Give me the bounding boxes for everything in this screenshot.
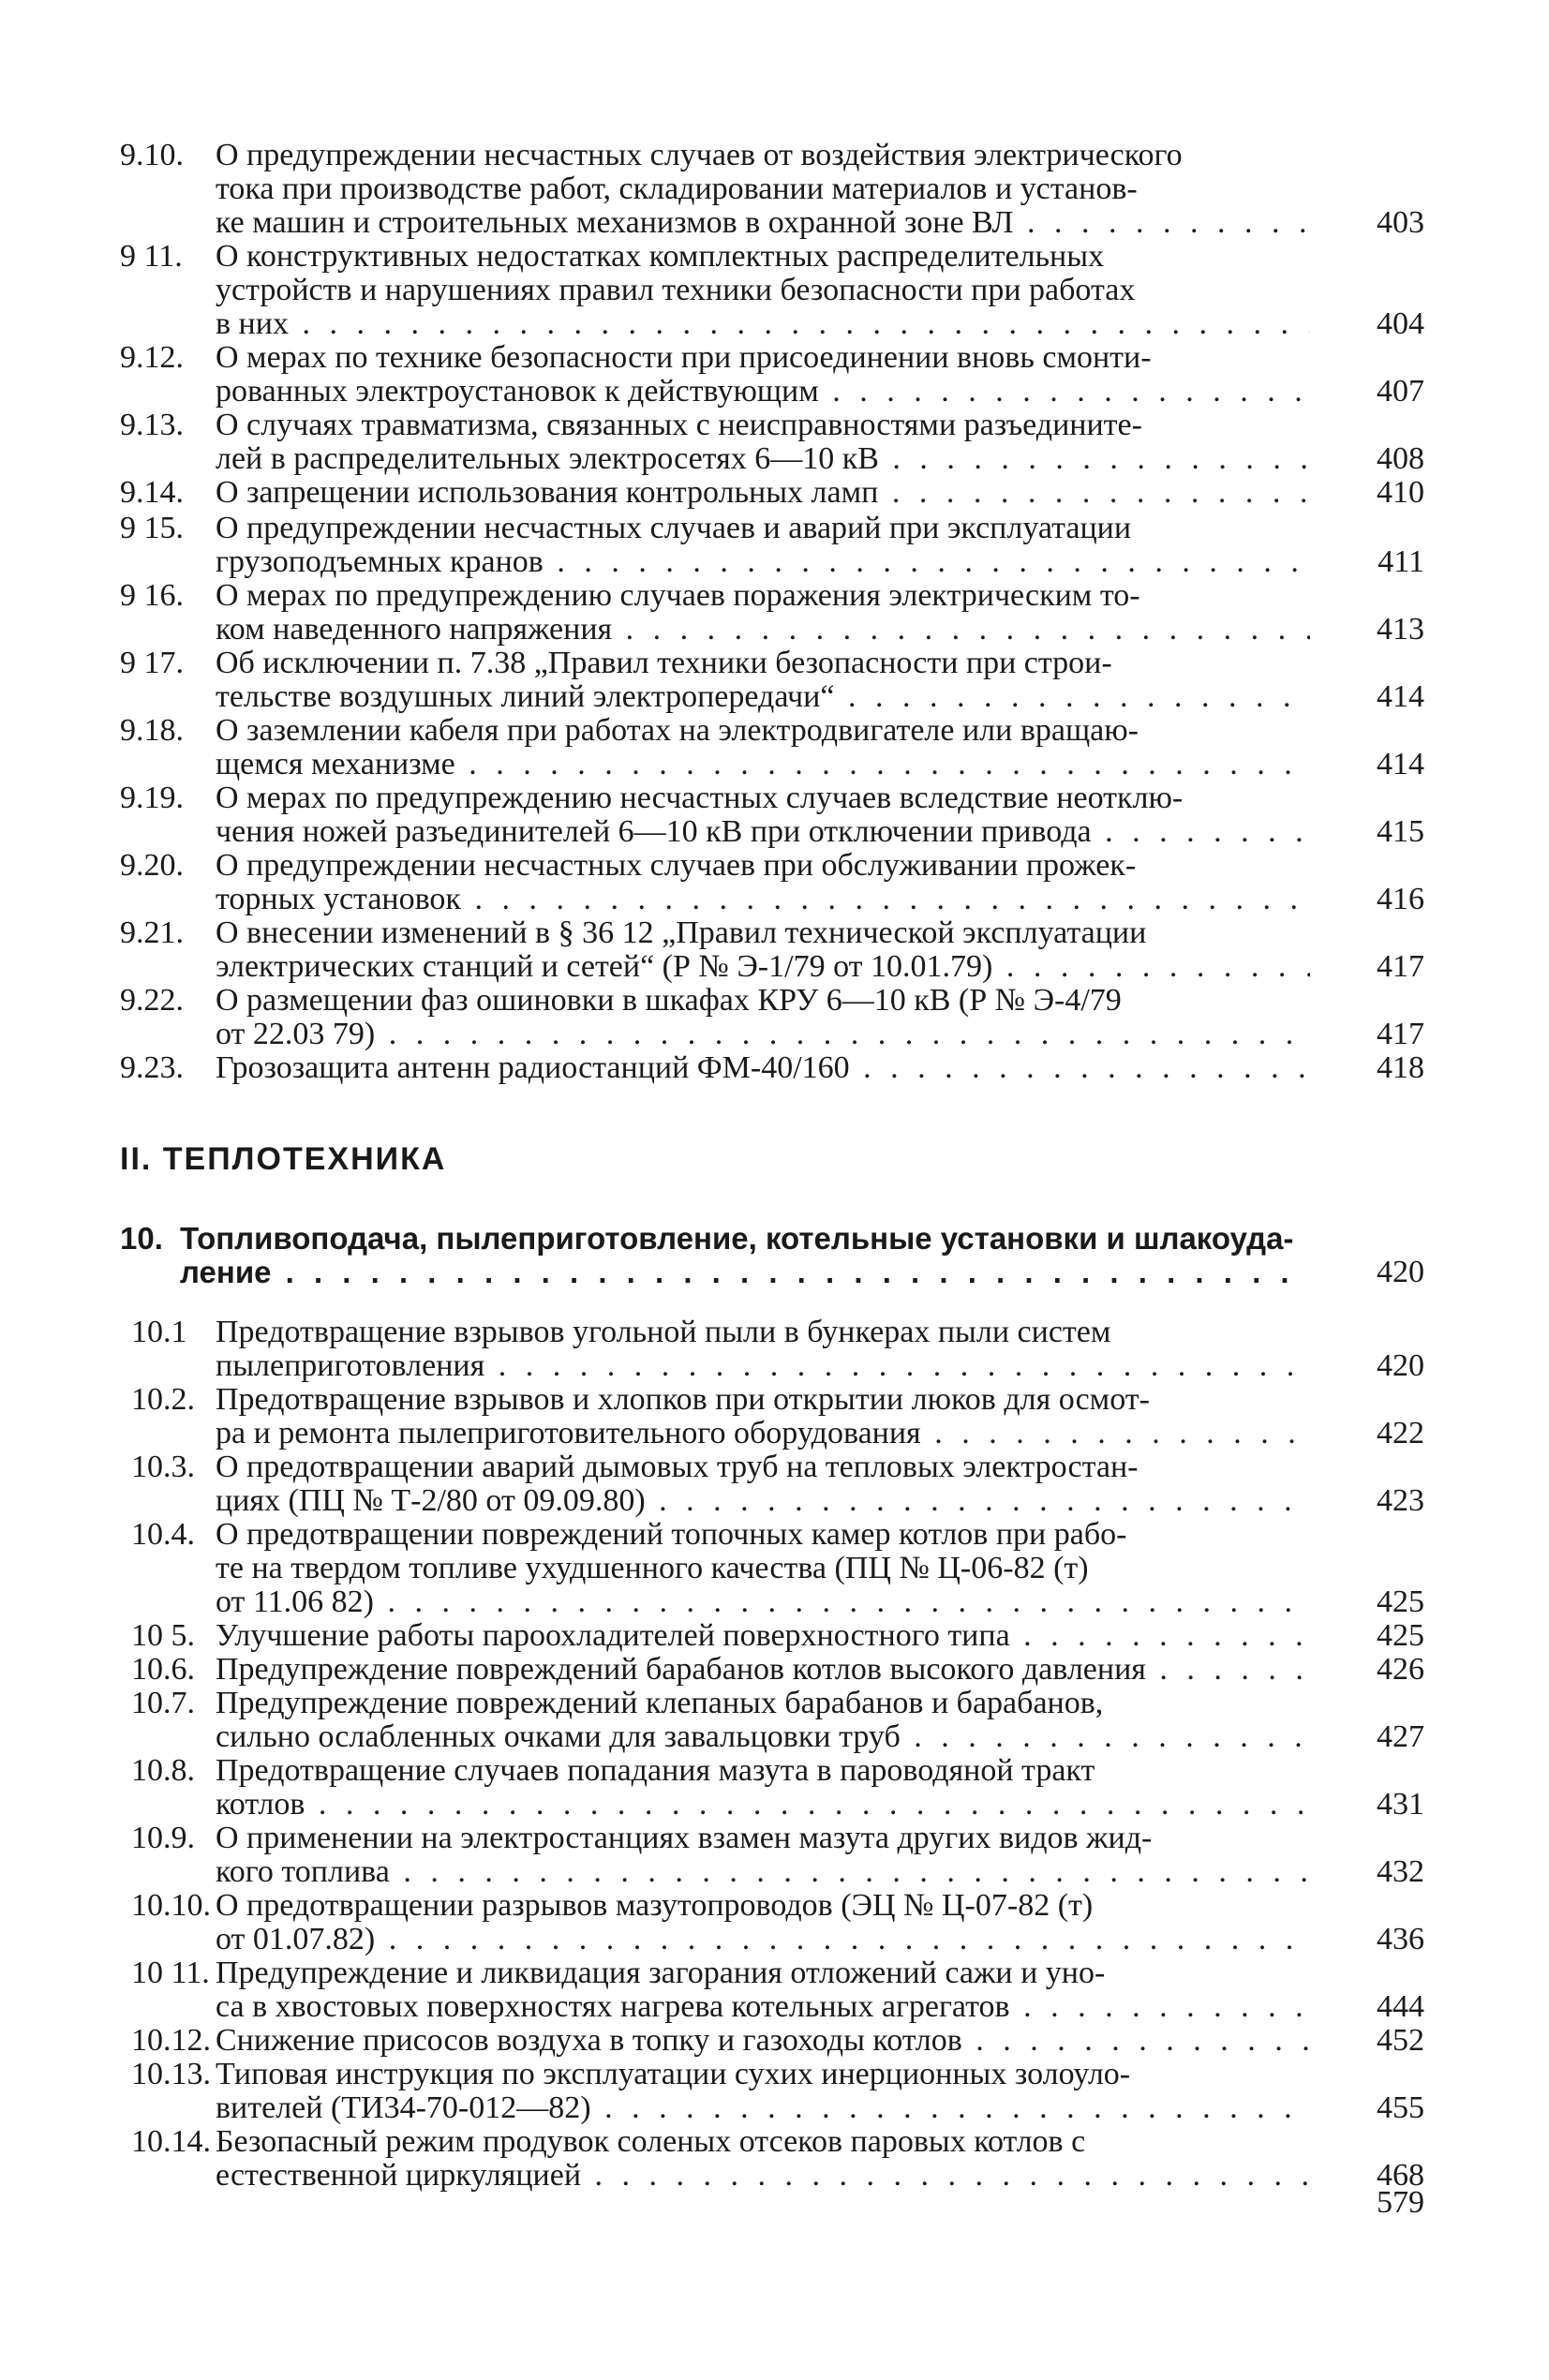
toc-entry-page: 411 bbox=[1378, 544, 1424, 579]
toc-entry-title bbox=[216, 1889, 1310, 1956]
toc-entry-line: О предотвращении повреждений топочных камер котлов при рабо- bbox=[216, 1518, 1127, 1552]
toc-entry-title bbox=[216, 1653, 1310, 1687]
toc-entry-title bbox=[216, 984, 1310, 1051]
toc-entry-page: 468 bbox=[1377, 2158, 1424, 2193]
toc-entry-line: естественной циркуляцией . . . bbox=[216, 2159, 1310, 2193]
toc-entry-line: Предупреждение повреждений барабанов котлов высокого давления . . . bbox=[216, 1653, 1310, 1687]
toc-entry-line: Типовая инструкция по эксплуатации сухих инерционных золоуло- bbox=[216, 2058, 1131, 2091]
toc-entry-title bbox=[216, 2024, 1310, 2058]
toc-entry-line: О случаях травматизма, связанных с неисправностями разъедините- bbox=[216, 409, 1142, 442]
toc-entry-line: Предупреждение и ликвидация загорания отложений сажи и уно- bbox=[216, 1956, 1106, 1990]
toc-entry-line: торных установок . . . bbox=[216, 883, 1310, 916]
toc-entry-page: 415 bbox=[1377, 814, 1424, 849]
toc-entry-title bbox=[216, 1051, 1310, 1085]
toc-entry-title bbox=[216, 341, 1310, 409]
toc-entry-title bbox=[216, 647, 1310, 714]
toc-entry-line: О заземлении кабеля при работах на электродвигателе или вращаю- bbox=[216, 714, 1139, 748]
toc-entry-title bbox=[216, 916, 1310, 984]
toc-entry-page: 455 bbox=[1377, 2090, 1424, 2125]
toc-entry-line: грузоподъемных кранов . . . bbox=[216, 545, 1310, 579]
toc-entry-line: са в хвостовых поверхностях нагрева котельных агрегатов . . . bbox=[216, 1990, 1310, 2024]
section-heading: II. ТЕПЛОТЕХНИКА bbox=[120, 1141, 447, 1177]
toc-entry-title bbox=[216, 2125, 1310, 2193]
toc-entry-line: щемся механизме . . . bbox=[216, 748, 1310, 781]
toc-entry-number: 9 11. bbox=[120, 239, 183, 274]
toc-entry-number: 10.6. bbox=[131, 1652, 195, 1687]
toc-entry-number: 10.1 bbox=[131, 1315, 187, 1349]
toc-entry-page: 414 bbox=[1377, 679, 1424, 714]
toc-entry-page: 426 bbox=[1377, 1652, 1424, 1687]
toc-entry-line: О мерах по технике безопасности при присоединении вновь смонти- bbox=[216, 341, 1152, 375]
toc-entry-title bbox=[216, 1956, 1310, 2024]
toc-entry-title bbox=[216, 849, 1310, 916]
toc-entry-number: 9.13. bbox=[120, 408, 184, 442]
toc-entry-page: 420 bbox=[1377, 1348, 1424, 1383]
toc-entry-line: О мерах по предупреждению несчастных случаев вследствие неотклю- bbox=[216, 781, 1184, 815]
toc-entry-number: 9.12. bbox=[120, 340, 184, 375]
toc-entry-number: 9 16. bbox=[120, 578, 184, 613]
toc-entry-line: О мерах по предупреждению случаев поражения электрическим то- bbox=[216, 579, 1140, 613]
chapter-title-line: Топливоподача, пылеприготовление, котельные установки и шлакоуда- bbox=[180, 1222, 1294, 1256]
toc-entry-line: Грозозащита антенн радиостанций ФМ-40/160 . . . bbox=[216, 1051, 1310, 1085]
toc-entry-line: циях (ПЦ № Т-2/80 от 09.09.80) . . . bbox=[216, 1484, 1310, 1518]
toc-entry-number: 10.13. bbox=[131, 2057, 211, 2091]
toc-entry-title bbox=[216, 579, 1310, 647]
toc-entry-line: Предупреждение повреждений клепаных барабанов и барабанов, bbox=[216, 1687, 1104, 1720]
toc-entry-line: О размещении фаз ошиновки в шкафах КРУ 6—10 кВ (Р № Э-4/79 bbox=[216, 984, 1122, 1018]
toc-entry-title bbox=[216, 1687, 1310, 1754]
toc-entry-line: О запрещении использования контрольных ламп . . . bbox=[216, 476, 1310, 510]
toc-entry-line: пылеприготовления . . . bbox=[216, 1349, 1310, 1383]
toc-entry-number: 10.9. bbox=[131, 1821, 195, 1855]
toc-entry-title bbox=[216, 1450, 1310, 1518]
toc-entry-line: О предупреждении несчастных случаев при обслуживании прожек- bbox=[216, 849, 1137, 883]
toc-entry-line: в них . . . bbox=[216, 307, 1310, 341]
toc-entry-number: 9.21. bbox=[120, 915, 184, 950]
toc-entry-number: 10.7. bbox=[131, 1686, 195, 1720]
toc-entry-page: 452 bbox=[1377, 2023, 1424, 2058]
toc-entry-page: 416 bbox=[1377, 882, 1424, 916]
toc-entry-line: О предупреждении несчастных случаев от воздействия электрического bbox=[216, 139, 1183, 172]
toc-entry-line: Снижение присосов воздуха в топку и газоходы котлов . . . bbox=[216, 2024, 1310, 2058]
toc-entry-number: 10.10. bbox=[131, 1888, 211, 1923]
toc-entry-title bbox=[216, 476, 1310, 510]
toc-entry-page: 408 bbox=[1377, 441, 1424, 476]
toc-entry-number: 10.4. bbox=[131, 1517, 195, 1552]
toc-entry-title bbox=[216, 139, 1310, 240]
toc-entry-title bbox=[216, 409, 1310, 476]
toc-entry-page: 417 bbox=[1377, 1017, 1424, 1051]
toc-entry-line: котлов . . . bbox=[216, 1788, 1310, 1822]
toc-entry-line: электрических станций и сетей“ (Р № Э-1/79 от 10.01.79) . . . bbox=[216, 950, 1310, 984]
toc-entry-title bbox=[216, 1619, 1310, 1653]
toc-entry-line: Улучшение работы пароохладителей поверхностного типа . . . bbox=[216, 1619, 1310, 1653]
toc-entry-page: 432 bbox=[1377, 1854, 1424, 1889]
toc-entry-number: 9.10. bbox=[120, 138, 184, 172]
toc-entry-line: ра и ремонта пылеприготовительного оборудования . . . bbox=[216, 1417, 1310, 1450]
toc-entry-title bbox=[216, 1316, 1310, 1383]
toc-entry-page: 414 bbox=[1377, 747, 1424, 781]
toc-entry-number: 9.20. bbox=[120, 848, 184, 883]
toc-entry-line: О внесении изменений в § 36 12 „Правил технической эксплуатации bbox=[216, 916, 1147, 950]
chapter-page: 420 bbox=[1377, 1255, 1424, 1289]
toc-entry-line: рованных электроустановок к действующим . . . bbox=[216, 375, 1310, 409]
toc-entry-line: вителей (ТИ34-70-012—82) . . . bbox=[216, 2091, 1310, 2125]
toc-entry-line: те на твердом топливе ухудшенного качества (ПЦ № Ц-06-82 (т) bbox=[216, 1552, 1089, 1585]
chapter-title-line: ление . . . bbox=[180, 1256, 1310, 1289]
page-number: 579 bbox=[1377, 2185, 1424, 2220]
chapter-number: 10. bbox=[120, 1221, 163, 1256]
toc-entry-page: 425 bbox=[1377, 1584, 1424, 1619]
toc-entry-page: 422 bbox=[1377, 1416, 1424, 1450]
toc-entry-line: тока при производстве работ, складировании материалов и установ- bbox=[216, 172, 1138, 206]
toc-entry-line: О предотвращении аварий дымовых труб на тепловых электростан- bbox=[216, 1450, 1139, 1484]
toc-entry-line: ком наведенного напряжения . . . bbox=[216, 613, 1310, 647]
toc-entry-page: 423 bbox=[1377, 1483, 1424, 1518]
toc-entry-line: устройств и нарушениях правил техники безопасности при работах bbox=[216, 274, 1136, 307]
toc-entry-title bbox=[216, 1518, 1310, 1619]
toc-entry-number: 10.14. bbox=[131, 2124, 211, 2159]
toc-entry-page: 444 bbox=[1377, 1989, 1424, 2024]
toc-entry-line: чения ножей разъединителей 6—10 кВ при отключении привода . . . bbox=[216, 815, 1310, 849]
toc-entry-number: 9 15. bbox=[120, 511, 184, 545]
toc-entry-number: 10.12. bbox=[131, 2023, 211, 2058]
toc-entry-number: 10.3. bbox=[131, 1450, 195, 1484]
toc-entry-number: 10.2. bbox=[131, 1382, 195, 1417]
toc-entry-page: 425 bbox=[1377, 1618, 1424, 1653]
toc-entry-title bbox=[216, 781, 1310, 849]
toc-entry-line: кого топлива . . . bbox=[216, 1855, 1310, 1889]
toc-entry-number: 9.14. bbox=[120, 475, 184, 510]
toc-entry-line: Безопасный режим продувок соленых отсеков паровых котлов с bbox=[216, 2125, 1086, 2159]
toc-entry-line: О применении на электростанциях взамен мазута других видов жид- bbox=[216, 1822, 1153, 1855]
toc-entry-page: 407 bbox=[1377, 374, 1424, 409]
toc-entry-title bbox=[216, 1822, 1310, 1889]
toc-entry-line: от 22.03 79) . . . bbox=[216, 1018, 1310, 1051]
toc-entry-page: 436 bbox=[1377, 1922, 1424, 1956]
toc-entry-page: 403 bbox=[1377, 205, 1424, 240]
toc-entry-title bbox=[216, 714, 1310, 781]
toc-entry-title bbox=[216, 2058, 1310, 2125]
toc-entry-number: 10 11. bbox=[131, 1956, 210, 1990]
toc-entry-page: 413 bbox=[1377, 612, 1424, 647]
toc-entry-number: 9.18. bbox=[120, 713, 184, 748]
toc-entry-title bbox=[216, 512, 1310, 579]
toc-entry-title bbox=[216, 240, 1310, 341]
toc-entry-line: Предотвращение взрывов угольной пыли в бункерах пыли систем bbox=[216, 1316, 1111, 1349]
toc-entry-page: 417 bbox=[1377, 949, 1424, 984]
toc-entry-line: О предотвращении разрывов мазутопроводов (ЭЦ № Ц-07-82 (т) bbox=[216, 1889, 1094, 1923]
toc-entry-number: 10 5. bbox=[131, 1618, 195, 1653]
toc-entry-page: 418 bbox=[1377, 1050, 1424, 1085]
toc-entry-line: Предотвращение взрывов и хлопков при открытии люков для осмот- bbox=[216, 1383, 1150, 1417]
toc-entry-page: 404 bbox=[1377, 306, 1424, 341]
toc-entry-page: 410 bbox=[1377, 475, 1424, 510]
toc-entry-line: от 11.06 82) . . . bbox=[216, 1585, 1310, 1619]
toc-entry-line: Предотвращение случаев попадания мазута в пароводяной тракт bbox=[216, 1754, 1095, 1788]
toc-entry-line: О предупреждении несчастных случаев и аварий при эксплуатации bbox=[216, 512, 1132, 545]
toc-entry-number: 10.8. bbox=[131, 1753, 195, 1788]
toc-entry-title bbox=[216, 1383, 1310, 1450]
toc-entry-line: лей в распределительных электросетях 6—10 кВ . . . bbox=[216, 442, 1310, 476]
toc-entry-number: 9 17. bbox=[120, 646, 184, 680]
chapter-title bbox=[180, 1222, 1310, 1289]
toc-entry-line: О конструктивных недостатках комплектных распределительных bbox=[216, 240, 1105, 274]
toc-entry-title bbox=[216, 1754, 1310, 1822]
toc-entry-line: Об исключении п. 7.38 „Правил техники безопасности при строи- bbox=[216, 647, 1112, 680]
toc-entry-number: 9.23. bbox=[120, 1050, 184, 1085]
toc-entry-number: 9.22. bbox=[120, 983, 184, 1018]
toc-entry-page: 427 bbox=[1377, 1719, 1424, 1754]
toc-entry-line: тельстве воздушных линий электропередачи“ . . . bbox=[216, 680, 1310, 714]
toc-entry-line: от 01.07.82) . . . bbox=[216, 1923, 1310, 1956]
toc-entry-line: сильно ослабленных очками для завальцовки труб . . . bbox=[216, 1720, 1310, 1754]
toc-entry-page: 431 bbox=[1377, 1787, 1424, 1822]
toc-entry-number: 9.19. bbox=[120, 781, 184, 815]
toc-entry-line: ке машин и строительных механизмов в охранной зоне ВЛ . . . bbox=[216, 206, 1310, 240]
